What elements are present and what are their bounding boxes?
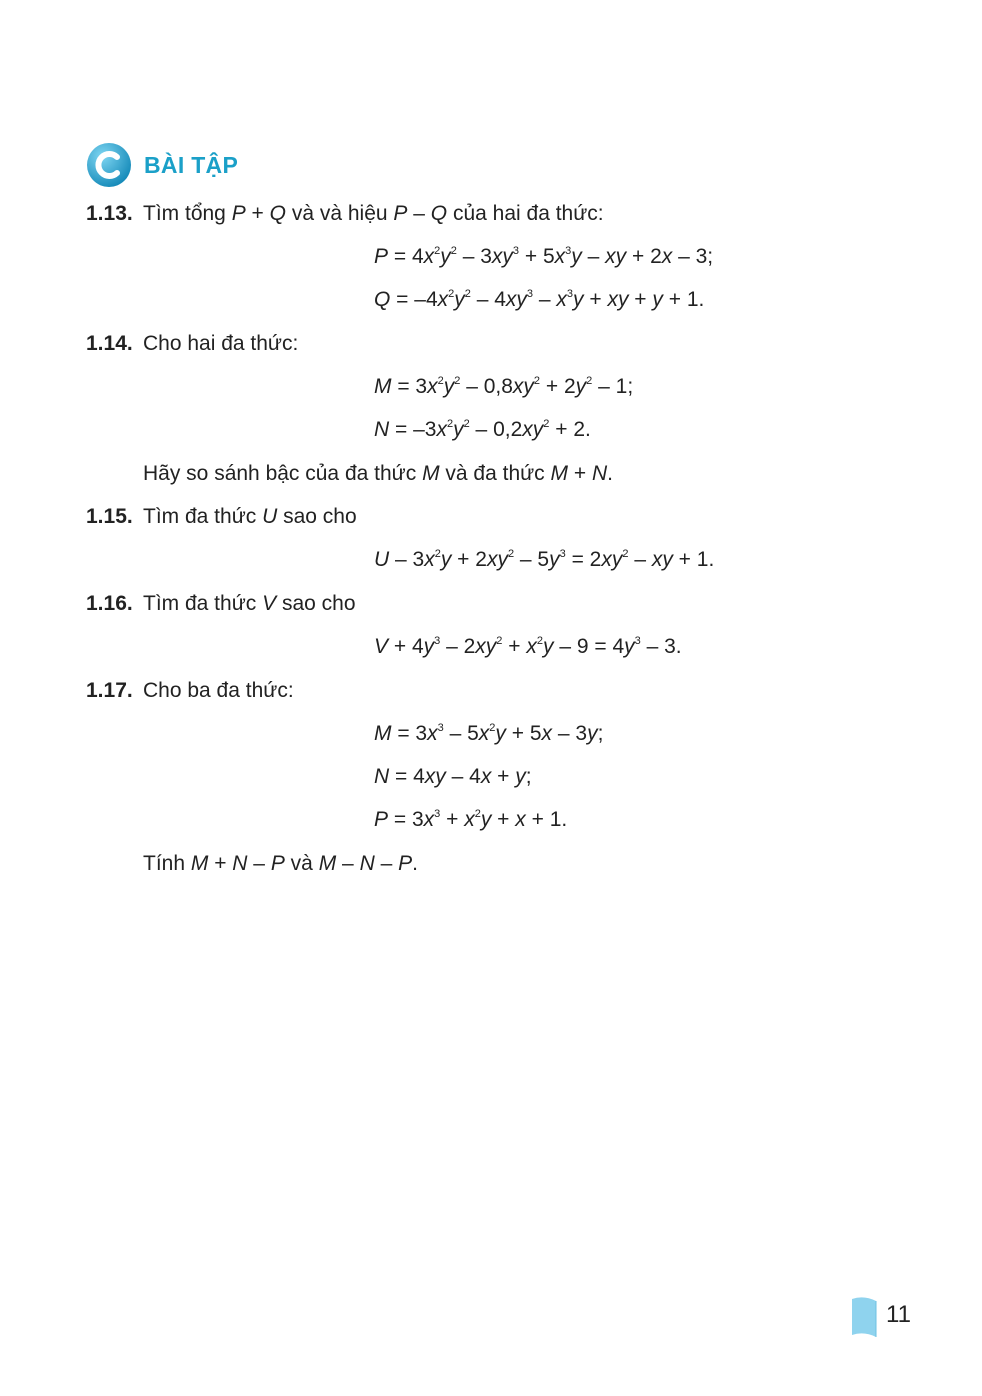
section-title: BÀI TẬP <box>144 151 239 178</box>
problem-number: 1.17. <box>86 679 133 702</box>
problem-number: 1.14. <box>86 332 133 355</box>
equation-p: $P = 4x^2y^2 - 3xy^3 + 5x^3y$ – xy + 2x – 3; <box>374 245 714 268</box>
problem-1-15: 1.15. Tìm đa thức U sao cho <box>86 503 357 531</box>
problem-1-16: 1.16. Tìm đa thức V sao cho <box>86 590 356 618</box>
equation-p-2: $P = 3x^3 + x^2y + x + 1$. <box>374 808 568 831</box>
equation-u: $U - 3x^2y + 2xy^2 - 5y^3 = 2xy^2$ – xy + 1. <box>374 548 715 571</box>
problem-number: 1.15. <box>86 505 133 528</box>
problem-number: 1.16. <box>86 592 133 615</box>
page-number: 11 <box>886 1301 911 1328</box>
equation-n-2: N = 4xy – 4x + y; <box>374 765 532 788</box>
equation-m-2: $M = 3x^3 - 5x^2y + 5x - 3y$; <box>374 722 604 745</box>
problem-1-14-followup: Hãy so sánh bậc của đa thức M và đa thức M + N. <box>143 462 613 485</box>
problem-number: 1.13. <box>86 202 133 225</box>
c-letter-badge-icon <box>86 142 132 188</box>
problem-1-17: 1.17. Cho ba đa thức: <box>86 677 294 705</box>
problem-1-17-followup: Tính M + N – P và M – N – P. <box>143 852 418 875</box>
equation-v: $V + 4y^3 - 2xy^2 + x^2y - 9 = 4y^3 - 3$. <box>374 635 682 658</box>
problem-1-14: 1.14. Cho hai đa thức: <box>86 330 298 358</box>
problem-1-13: 1.13. Tìm tổng P + Q và và hiệu P – Q của hai đa thức: <box>86 200 604 228</box>
equation-n: $N = -3x^2y^2 - 0,2xy^2 + 2$. <box>374 418 591 441</box>
equation-m: $M = 3x^2y^2 - 0,8xy^2 + 2y^2 - 1$; <box>374 375 634 398</box>
section-header <box>86 141 238 189</box>
equation-q: $Q = -4x^2y^2 - 4xy^3 - x^3y$ + xy + y + 1. <box>374 288 705 311</box>
